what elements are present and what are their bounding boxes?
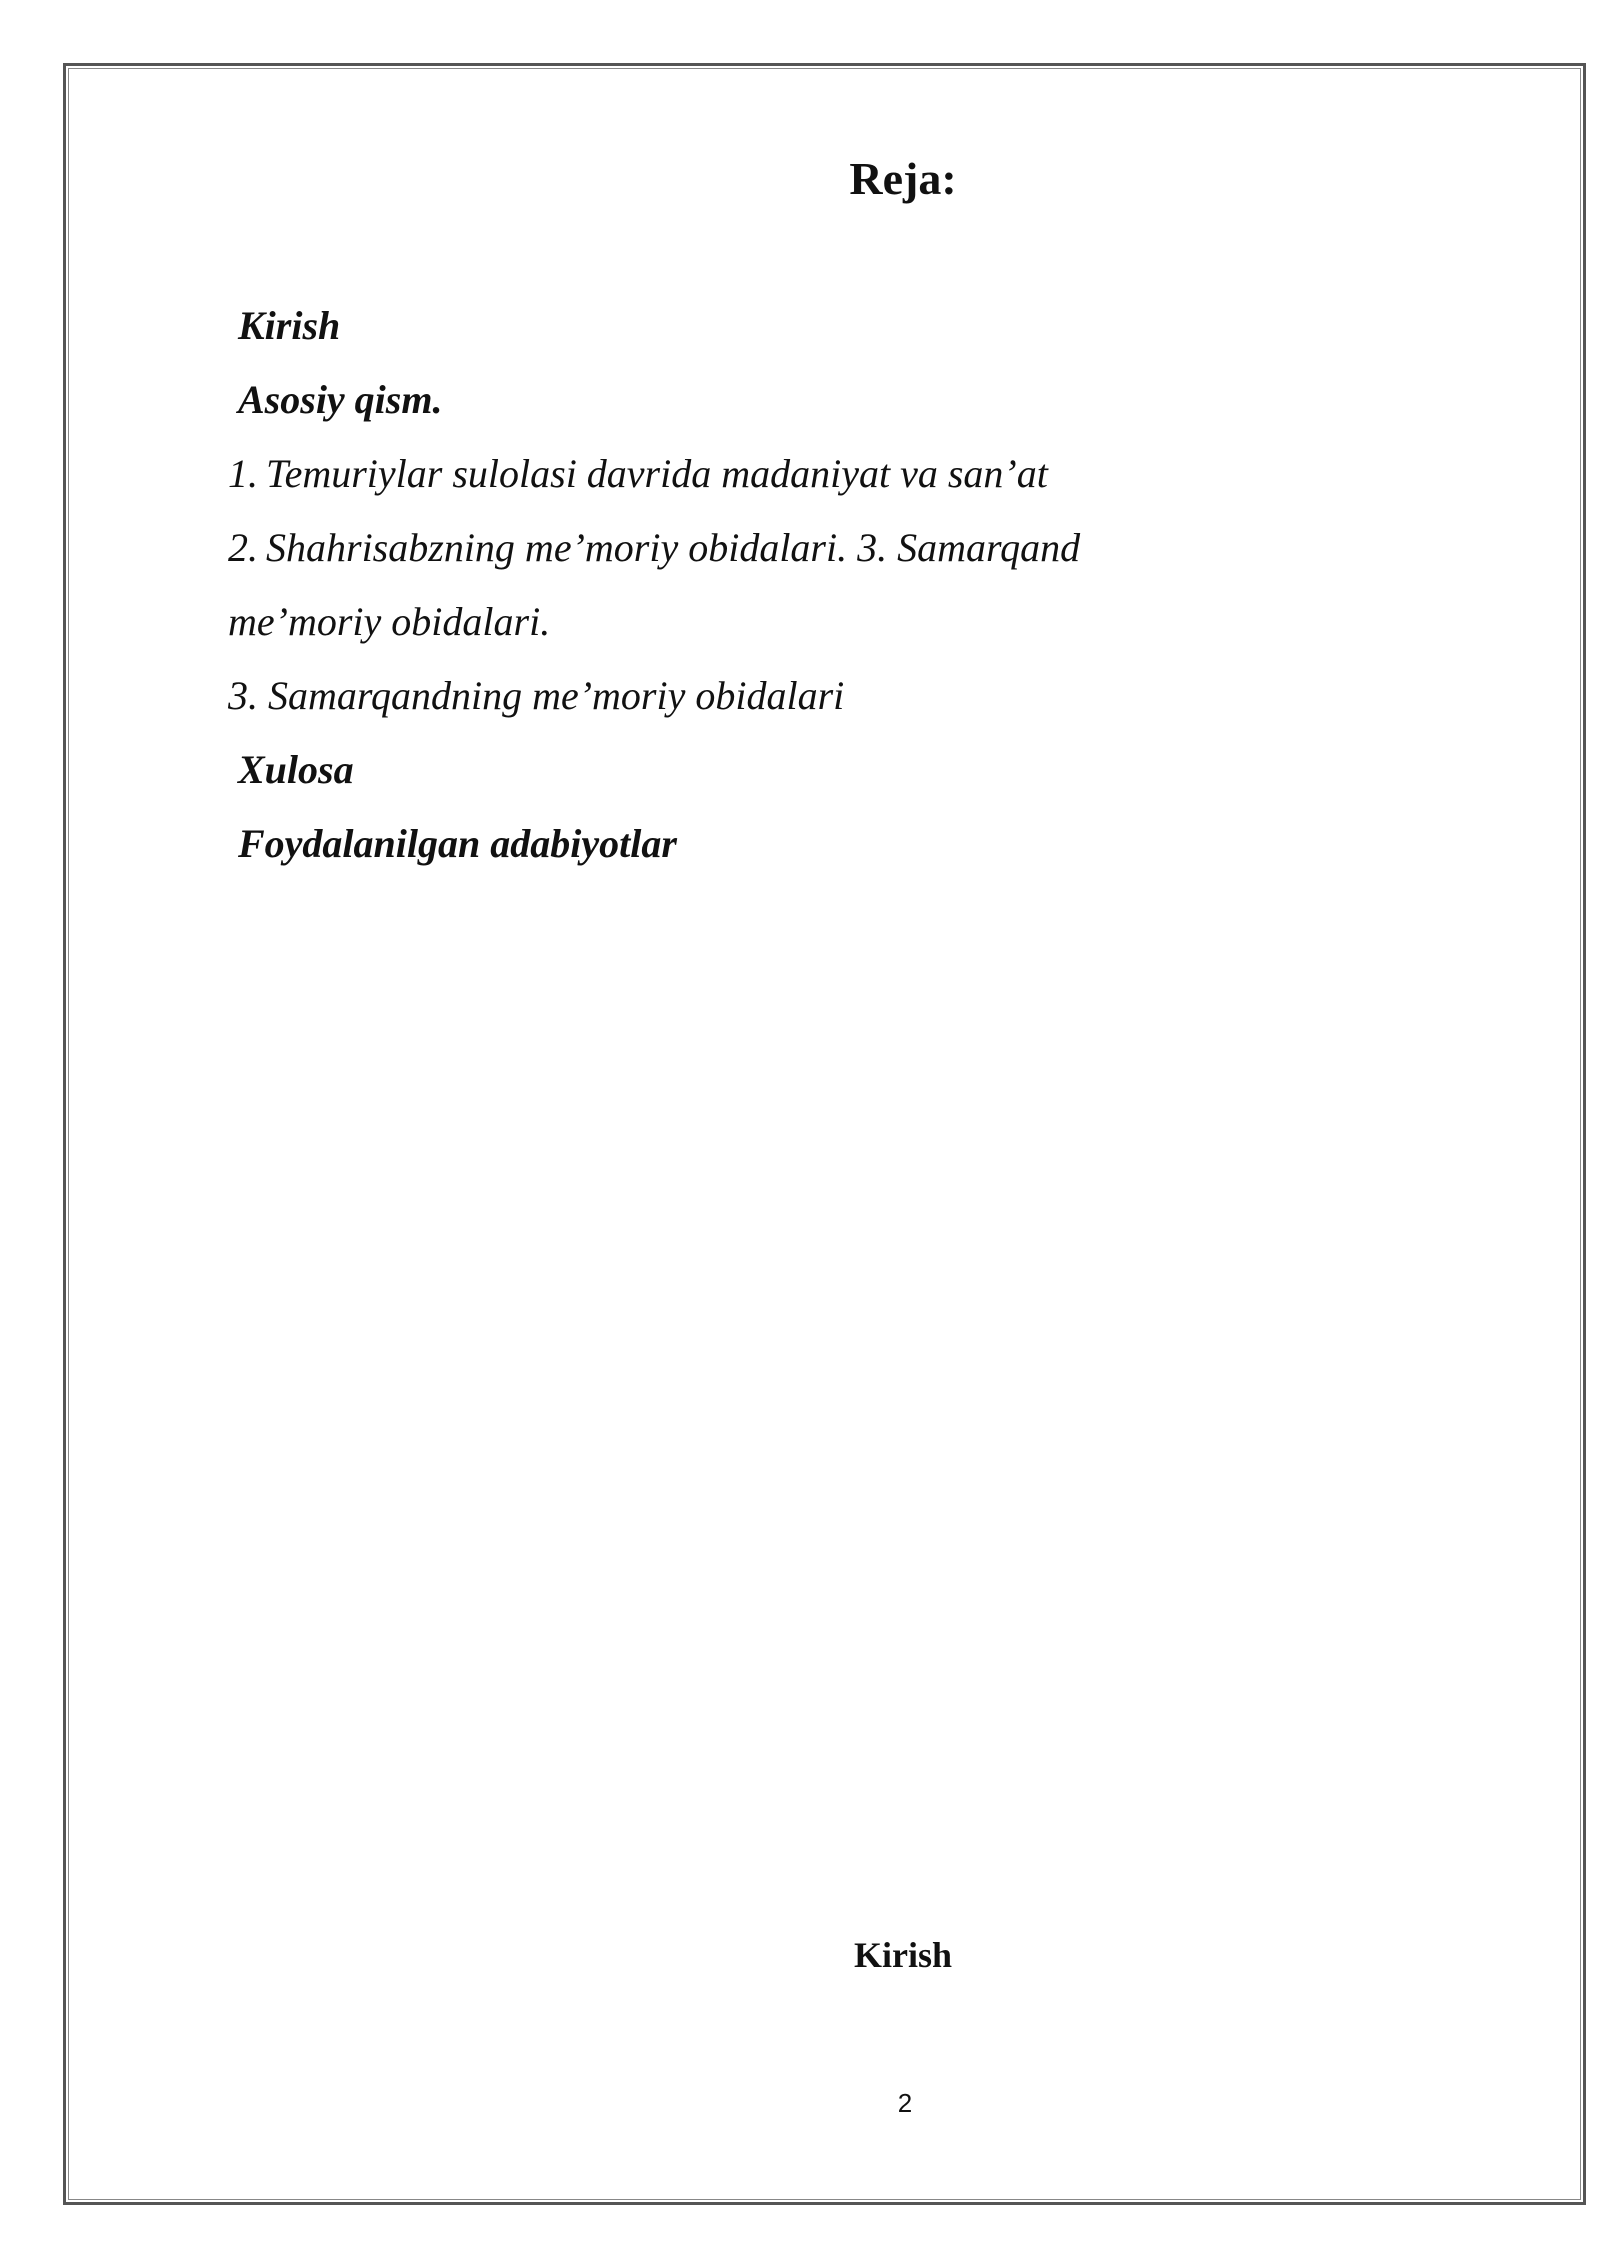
plan-item-1 [228, 450, 1048, 498]
plan-item-2-text: Shahrisabzning me’moriy obidalari. 3. Samarqand [266, 525, 1081, 570]
plan-item-intro: Kirish [238, 303, 341, 348]
plan-item-conclusion: Xulosa [238, 747, 354, 792]
plan-item-1-text: Temuriylar sulolasi davrida madaniyat va san’at [266, 451, 1048, 496]
plan-item-2-number: 2. [228, 525, 258, 570]
plan-item-1-number: 1. [228, 451, 258, 496]
plan-item-2-continued: me’moriy obidalari. [228, 599, 551, 644]
plan-item-references: Foydalanilgan adabiyotlar [238, 821, 677, 866]
plan-item-main-part: Asosiy qism. [238, 377, 443, 422]
page-number: 2 [897, 2088, 913, 2118]
page-title: Reja: [849, 153, 957, 204]
plan-item-2 [228, 524, 1080, 572]
plan-item-3: 3. Samarqandning me’moriy obidalari [228, 673, 845, 718]
section-heading: Kirish [853, 1935, 952, 1975]
